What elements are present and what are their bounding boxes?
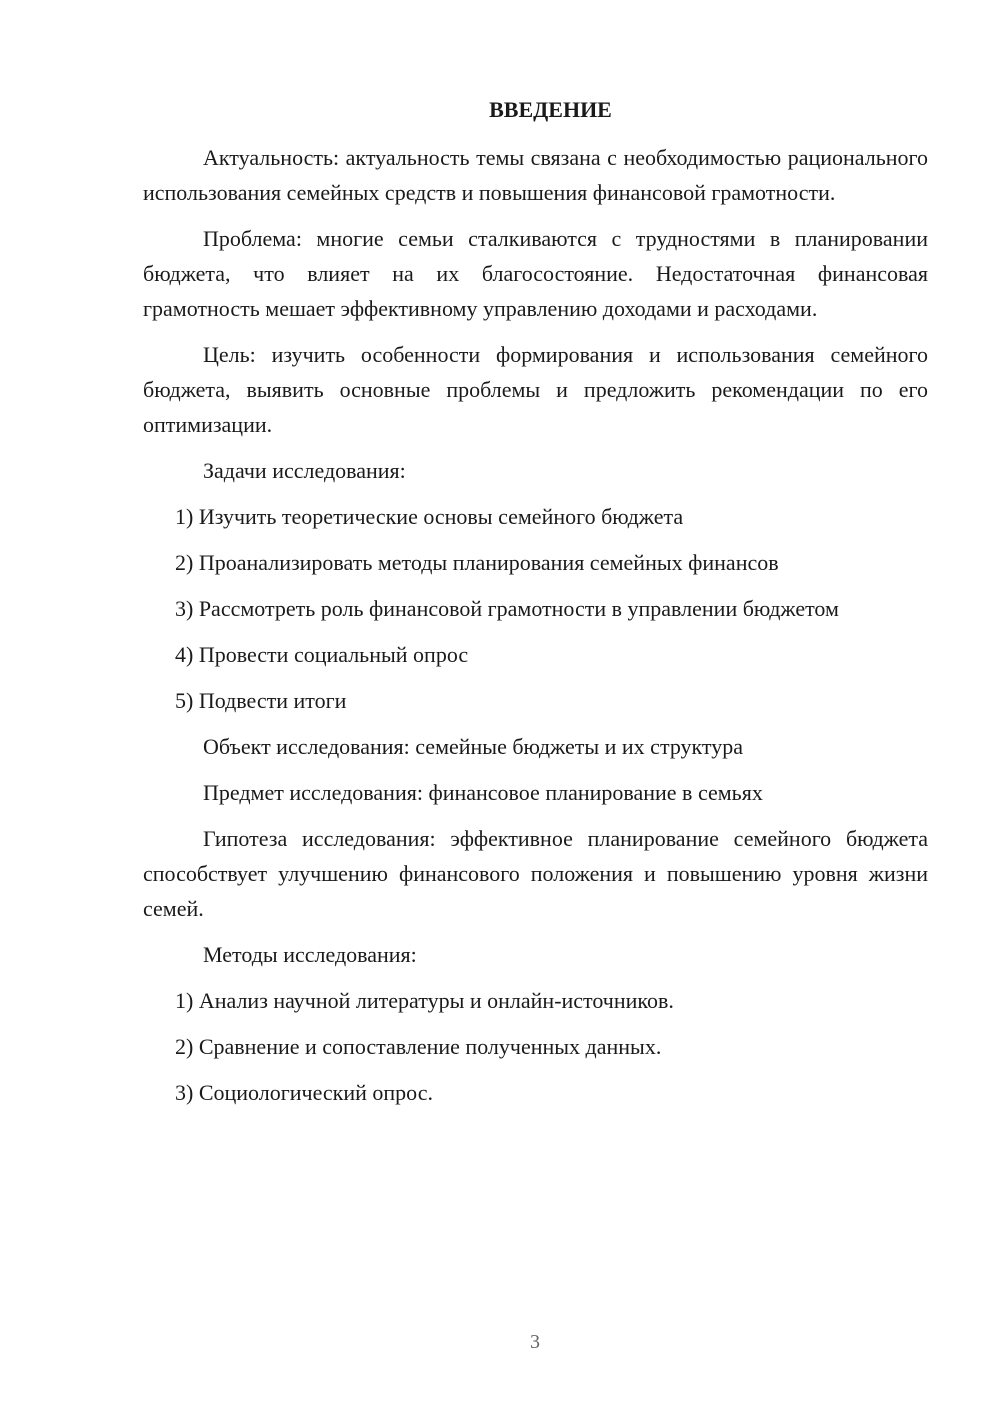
problem-paragraph: Проблема: многие семьи сталкиваются с трудностями в планировании бюджета, что влияет на их благосостояние. Недостаточная финансовая грамотность мешает эффективному управлению доходами и расходами. xyxy=(143,226,928,321)
list-item: 4) Провести социальный опрос xyxy=(175,642,469,667)
list-item: 2) Сравнение и сопоставление полученных данных. xyxy=(175,1034,662,1059)
hypothesis-paragraph: Гипотеза исследования: эффективное планирование семейного бюджета способствует улучшению финансового положения и повышению уровня жизни семей. xyxy=(143,826,928,921)
tasks-list xyxy=(143,499,928,718)
methods-title: Методы исследования: xyxy=(203,942,417,967)
list-item: 1) Изучить теоретические основы семейного бюджета xyxy=(175,504,684,529)
page-content xyxy=(143,94,928,1121)
methods-list xyxy=(143,983,928,1110)
page-number: 3 xyxy=(530,1331,540,1353)
goal-paragraph: Цель: изучить особенности формирования и использования семейного бюджета, выявить основные проблемы и предложить рекомендации по его оптимизации. xyxy=(143,342,928,437)
list-item: 3) Рассмотреть роль финансовой грамотности в управлении бюджетом xyxy=(175,596,839,621)
section-heading: ВВЕДЕНИЕ xyxy=(489,97,612,122)
list-item: 5) Подвести итоги xyxy=(175,688,347,713)
relevance-paragraph: Актуальность: актуальность темы связана с необходимостью рационального использования семейных средств и повышения финансовой грамотности. xyxy=(143,145,928,205)
subject-paragraph: Предмет исследования: финансовое планирование в семьях xyxy=(203,780,763,805)
list-item: 1) Анализ научной литературы и онлайн-источников. xyxy=(175,988,674,1013)
list-item: 2) Проанализировать методы планирования семейных финансов xyxy=(175,550,779,575)
tasks-title: Задачи исследования: xyxy=(203,458,406,483)
list-item: 3) Социологический опрос. xyxy=(175,1080,433,1105)
object-paragraph: Объект исследования: семейные бюджеты и их структура xyxy=(203,734,744,759)
